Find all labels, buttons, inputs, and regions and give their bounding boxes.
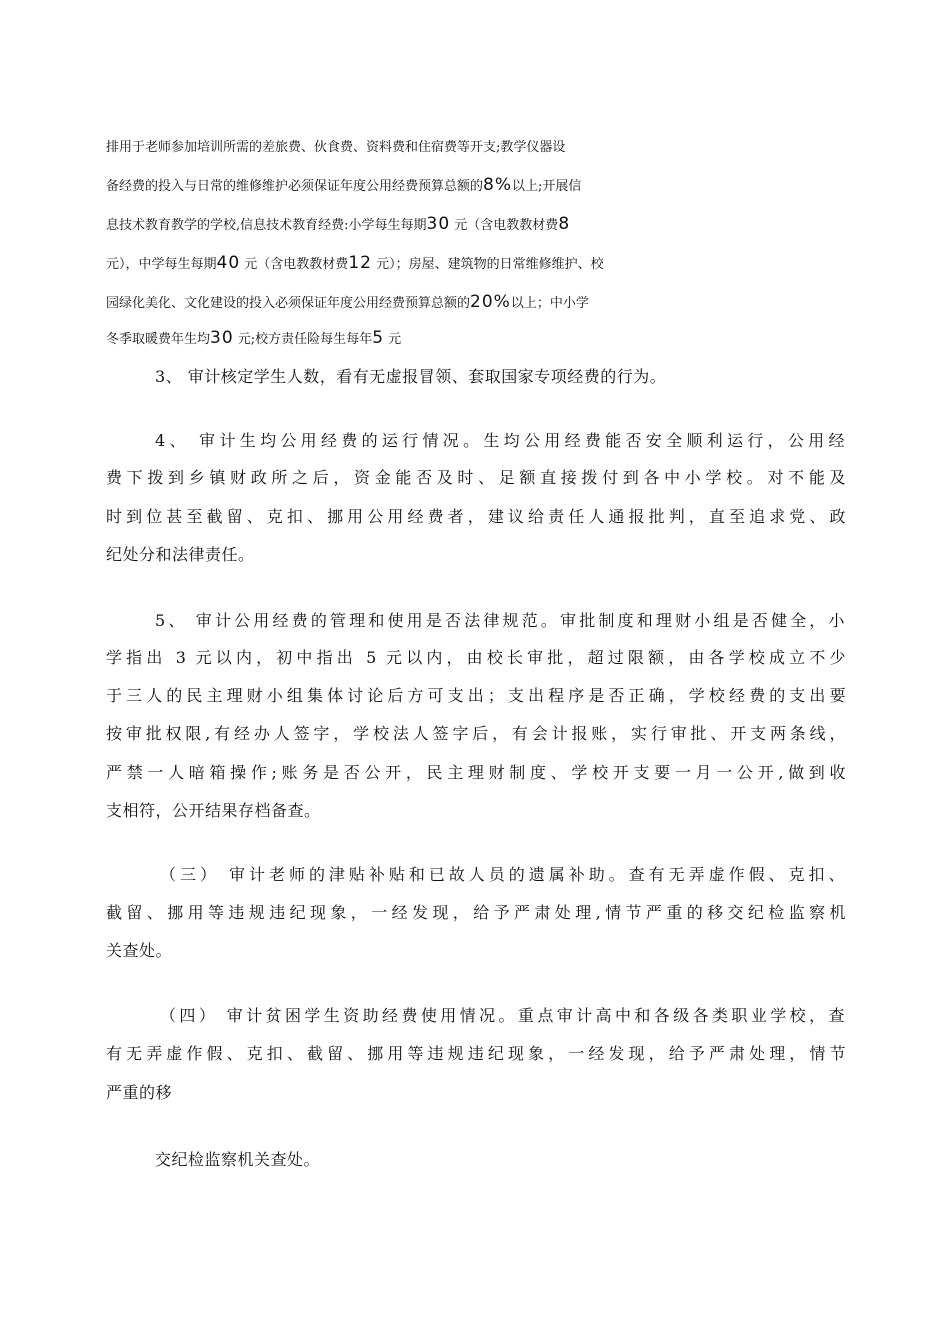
text-segment: 备经费的投入与日常的维修维护必须保证年度公用经费预算总额的 (106, 179, 484, 194)
text-segment: 元）；房屋、建筑物的日常维修维护、校 (376, 257, 604, 272)
item4-line: 纪处分和法律责任。 (106, 545, 255, 564)
number-value: 30 (210, 328, 234, 348)
item5-line: 于三人的民主理财小组集体讨论后方可支出；支出程序是否正确，学校经费的支出要 (106, 686, 846, 705)
item4-line: 4、 审计生均公用经费的运行情况。生均公用经费能否安全顺利运行，公用经 (155, 431, 845, 450)
text-line (106, 175, 581, 197)
text-segment: 园绿化美化、文化建设的投入必须保证年度公用经费预算总额的 (106, 296, 471, 311)
text-line (106, 328, 401, 350)
section4-line: 有无弄虚作假、克扣、截留、挪用等违规违纪现象，一经发现，给予严肃处理，情节 (106, 1044, 846, 1063)
section3-line: （三） 审计老师的津贴补贴和已故人员的遗属补助。查有无弄虚作假、克扣、 (160, 865, 845, 884)
text-segment: 以上;开展信 (512, 179, 582, 194)
item5-line: 学指出 3 元以内，初中指出 5 元以内，由校长审批，超过限额，由各学校成立不少 (106, 648, 846, 667)
text-segment: 冬季取暖费年生均 (106, 332, 211, 347)
number-value: 8 (558, 214, 571, 234)
number-value: 8% (483, 175, 512, 195)
text-segment: 息技术教育教学的学校,信息技术教育经费:小学每生每期 (106, 218, 427, 233)
text-line (106, 214, 570, 236)
number-value: 5 (372, 328, 385, 348)
item5-line: 严禁一人暗箱操作;账务是否公开，民主理财制度、学校开支要一月一公开,做到收 (106, 763, 846, 782)
text-segment: 元;校方责任险每生每年 (237, 332, 373, 347)
text-line (106, 292, 589, 314)
section4-line: （四） 审计贫困学生资助经费使用情况。重点审计高中和各级各类职业学校，查 (160, 1006, 845, 1025)
text-segment: 元），中学每生每期 (106, 257, 217, 272)
section4-line: 严重的移 (106, 1083, 173, 1102)
section4-line: 交纪检监察机关查处。 (155, 1150, 321, 1169)
section3-line: 关查处。 (106, 941, 173, 960)
item5-line: 支相符，公开结果存档备查。 (106, 801, 321, 820)
item4-line: 费下拨到乡镇财政所之后，资金能否及时、足额直接拨付到各中小学校。对不能及 (106, 468, 846, 487)
number-value: 20% (470, 292, 511, 312)
item4-line: 时到位甚至截留、克扣、挪用公用经费者，建议给责任人通报批判，直至追求党、政 (106, 507, 846, 526)
item5-line: 按审批权限,有经办人签字，学校法人签字后，有会计报账，实行审批、开支两条线， (106, 724, 846, 743)
number-value: 40 (216, 253, 241, 273)
item3-line: 3、 审计核定学生人数，看有无虚报冒领、套取国家专项经费的行为。 (155, 367, 667, 386)
number-value: 30 (426, 214, 451, 234)
section3-line: 截留、挪用等违规违纪现象，一经发现，给予严肃处理,情节严重的移交纪检监察机 (106, 903, 846, 922)
text-segment: 排用于老师参加培训所需的差旅费、伙食费、资料费和住宿费等开支;教学仪器设 (106, 140, 566, 155)
text-line (106, 138, 565, 158)
text-segment: 元 (388, 332, 402, 347)
number-value: 12 (348, 253, 372, 273)
text-line (106, 253, 604, 275)
text-segment: 元（含电教教材费 (454, 218, 559, 233)
text-segment: 以上；中小学 (510, 296, 589, 311)
item5-line: 5、 审计公用经费的管理和使用是否法律规范。审批制度和理财小组是否健全，小 (155, 611, 845, 630)
text-segment: 元（含电教教材费 (244, 257, 349, 272)
